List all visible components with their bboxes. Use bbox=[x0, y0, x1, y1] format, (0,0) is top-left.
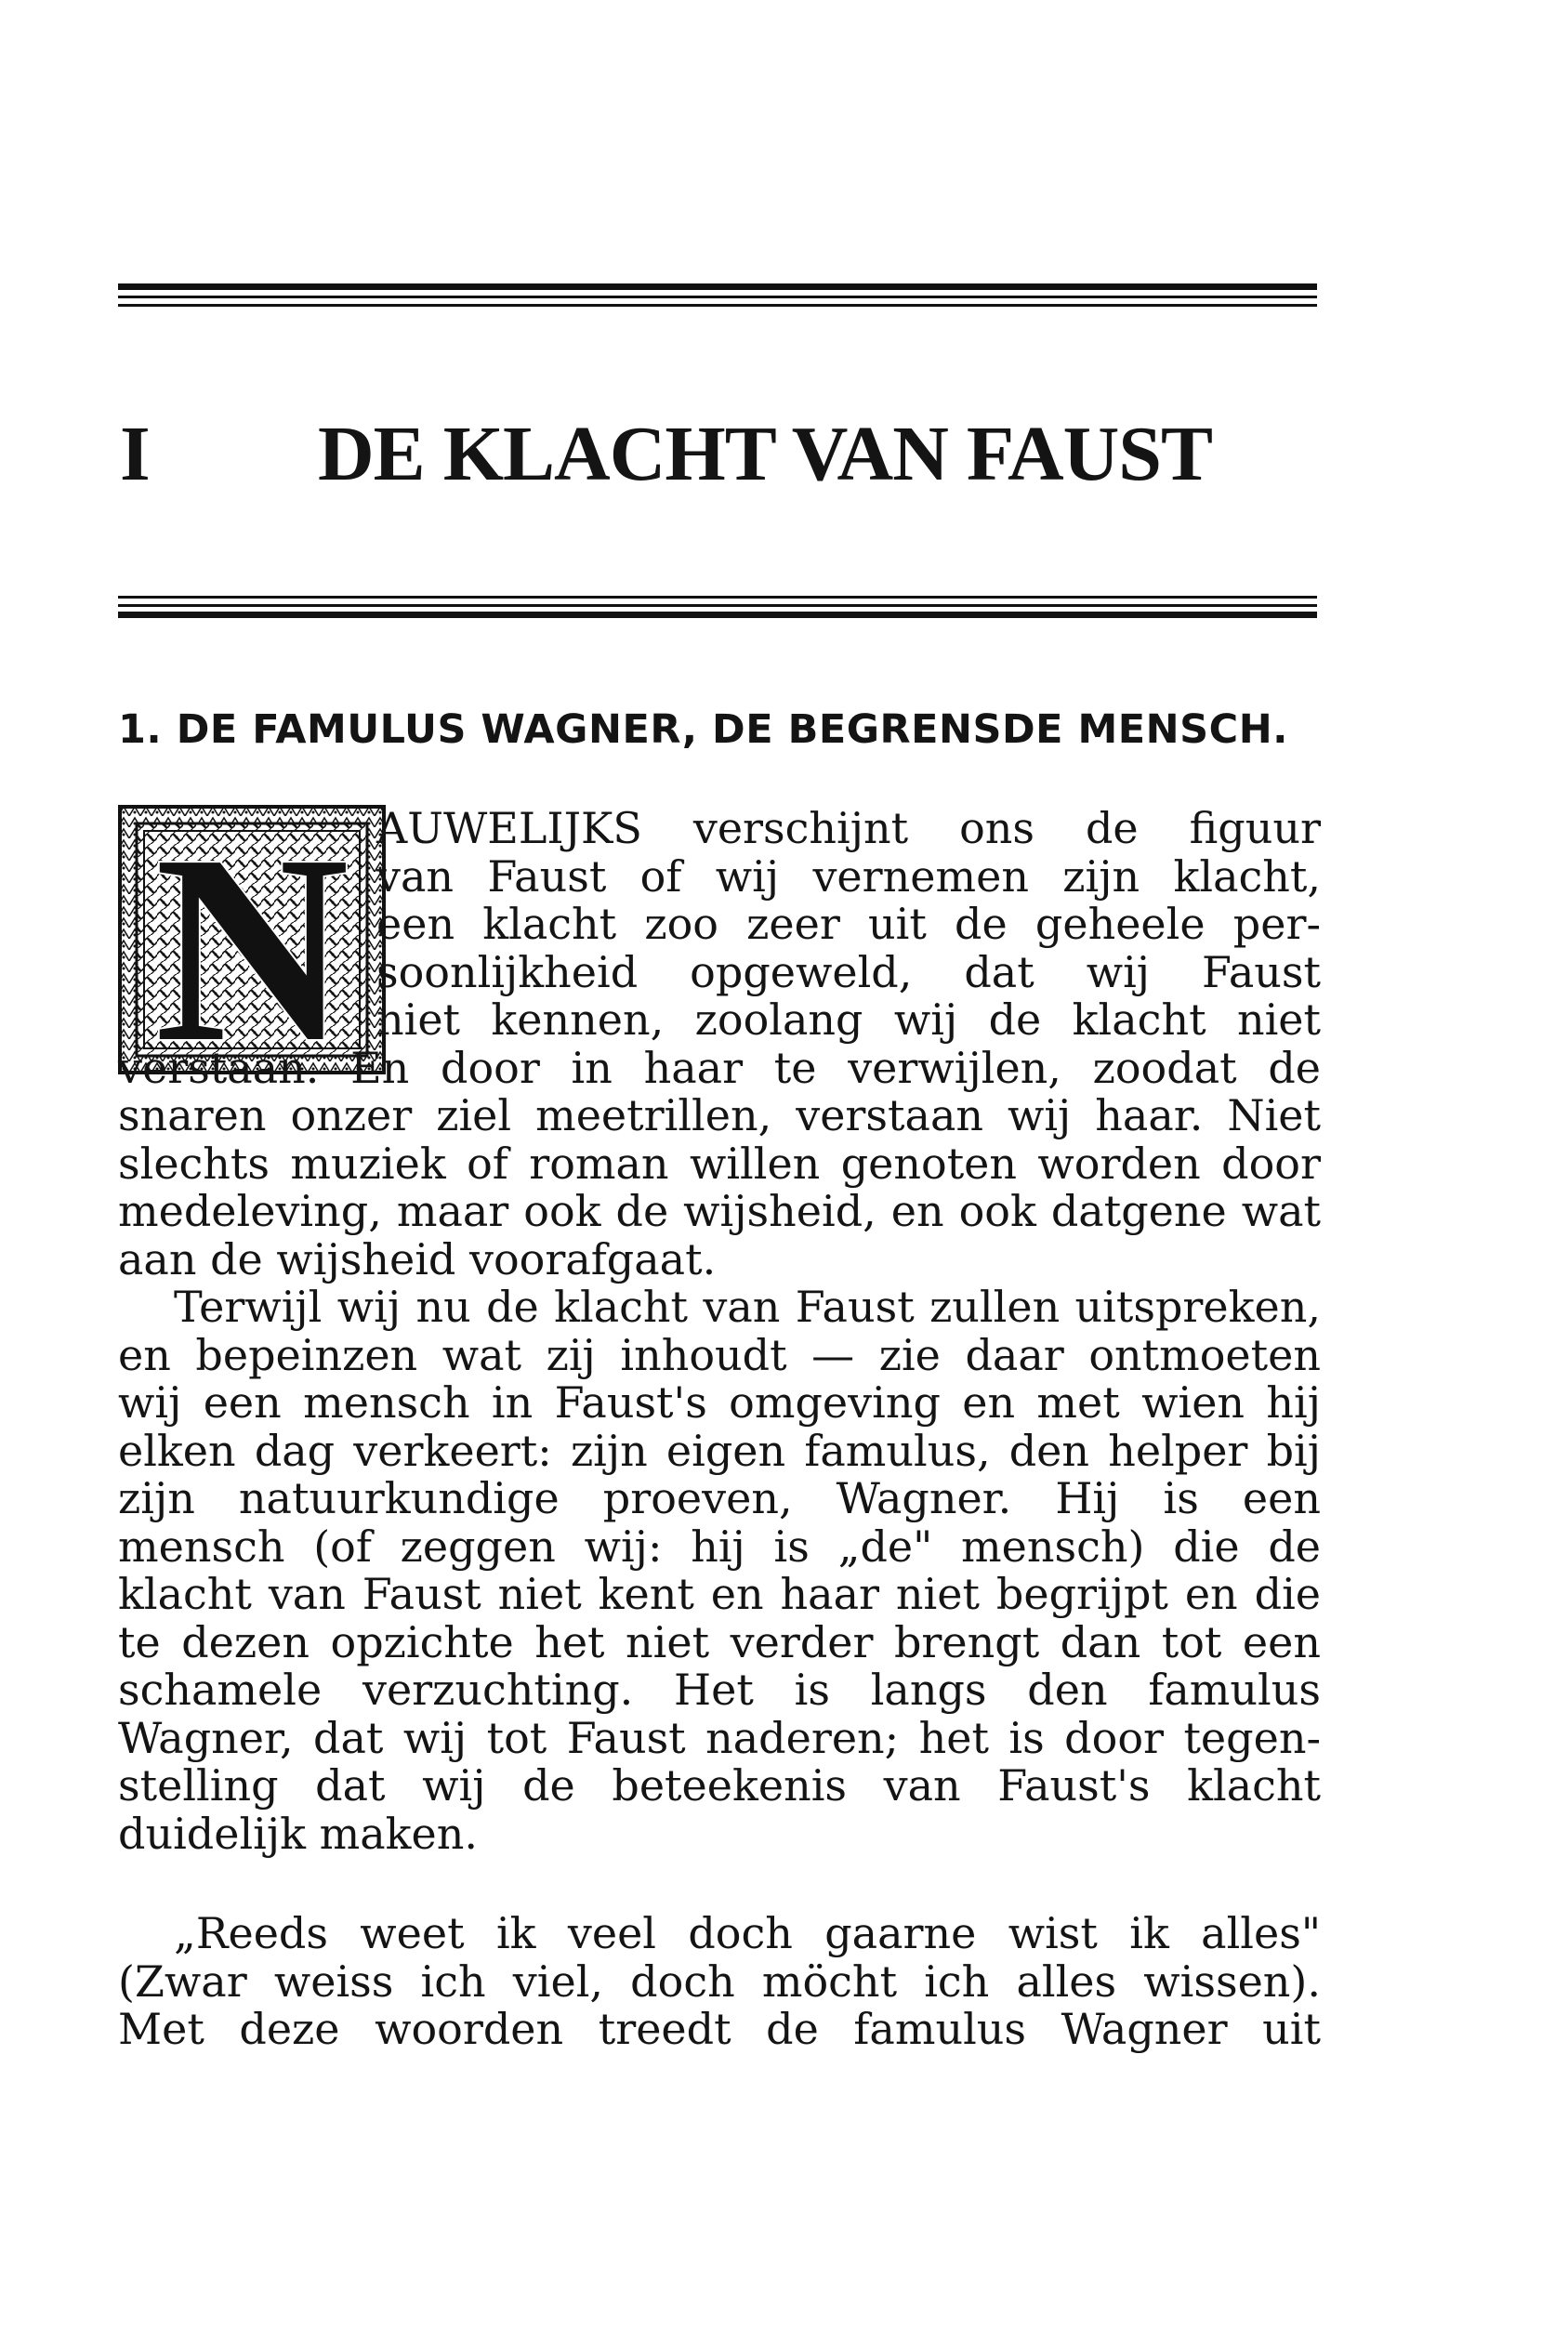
text-line: en bepeinzen wat zij inhoudt — zie daar ontmoeten bbox=[118, 1329, 1321, 1380]
text-line: elken dag verkeert: zijn eigen famulus, den helper bij bbox=[118, 1425, 1321, 1476]
chapter-title: DE KLACHT VAN FAUST bbox=[318, 411, 1213, 497]
text-line: Wagner, dat wij tot Faust naderen; het is door tegen- bbox=[118, 1712, 1321, 1763]
top-rule-thin-2 bbox=[118, 304, 1317, 307]
text-line: AUWELIJKS verschijnt ons de figuur bbox=[376, 803, 1321, 853]
text-line: zijn natuurkundige proeven, Wagner. Hij is een bbox=[118, 1473, 1321, 1523]
dropcap-letter: N bbox=[154, 805, 349, 1074]
chapter-number: I bbox=[120, 411, 150, 497]
text-line: een klacht zoo zeer uit de geheele per- bbox=[376, 899, 1321, 949]
chapter-heading bbox=[118, 409, 1317, 511]
text-line: niet kennen, zoolang wij de klacht niet bbox=[376, 994, 1321, 1045]
text-line: Terwijl wij nu de klacht van Faust zullen uitspreken, bbox=[174, 1282, 1321, 1332]
top-rule-thick bbox=[118, 283, 1317, 290]
text-line: stelling dat wij de beteekenis van Faust's klacht bbox=[118, 1760, 1321, 1811]
text-line: schamele verzuchting. Het is langs den famulus bbox=[118, 1665, 1321, 1715]
section-heading: 1. DE FAMULUS WAGNER, DE BEGRENSDE MENSCH. bbox=[118, 706, 1289, 753]
bottom-rule-thin-2 bbox=[118, 604, 1317, 607]
body-text bbox=[118, 805, 1321, 2054]
text-line: slechts muziek of roman willen genoten worden door bbox=[118, 1138, 1321, 1189]
text-line: duidelijk maken. bbox=[118, 1808, 479, 1859]
text-line: mensch (of zeggen wij: hij is „de" mensch) die de bbox=[118, 1521, 1321, 1572]
text-line: wij een mensch in Faust's omgeving en met wien hij bbox=[118, 1377, 1321, 1428]
text-line: verstaan. En door in haar te verwijlen, zoodat de bbox=[118, 1042, 1321, 1093]
top-rule-thin-1 bbox=[118, 296, 1317, 298]
text-line: medeleving, maar ook de wijsheid, en ook datgene wat bbox=[118, 1186, 1321, 1236]
text-line: te dezen opzichte het niet verder brengt dan tot een bbox=[118, 1616, 1321, 1667]
text-line: soonlijkheid opgeweld, dat wij Faust bbox=[376, 946, 1321, 997]
text-line: Met deze woorden treedt de famulus Wagner uit bbox=[118, 2004, 1321, 2054]
paragraph-gap bbox=[118, 1858, 1321, 1910]
bottom-rule-thick bbox=[118, 612, 1317, 618]
text-line: „Reeds weet ik veel doch gaarne wist ik alles" bbox=[174, 1908, 1321, 1958]
text-line: (Zwar weiss ich viel, doch möcht ich alles wissen). bbox=[118, 1956, 1321, 2007]
text-line: aan de wijsheid voorafgaat. bbox=[118, 1233, 717, 1284]
bottom-rule-thin-1 bbox=[118, 596, 1317, 599]
text-line: klacht van Faust niet kent en haar niet begrijpt en die bbox=[118, 1569, 1321, 1619]
text-line: snaren onzer ziel meetrillen, verstaan wij haar. Niet bbox=[118, 1090, 1321, 1140]
text-line: van Faust of wij vernemen zijn klacht, bbox=[376, 850, 1321, 902]
